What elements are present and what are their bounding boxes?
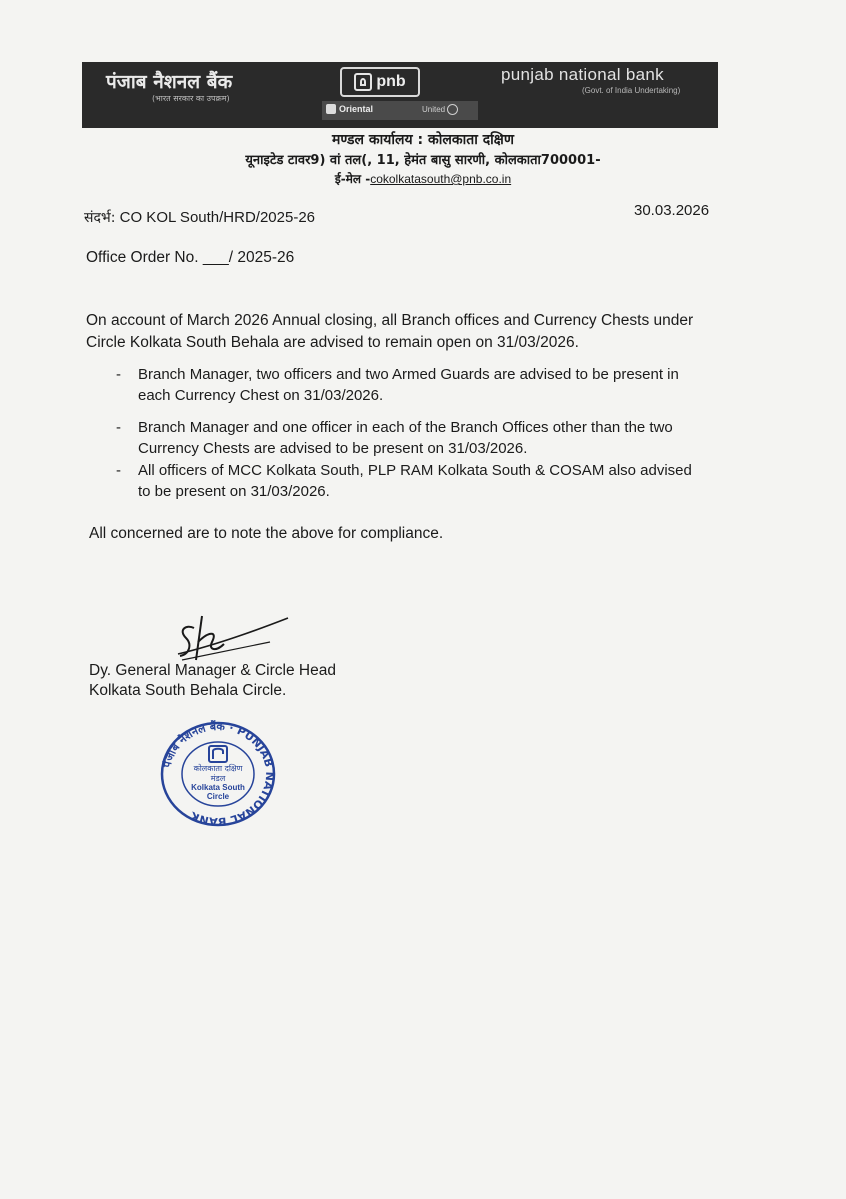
body-paragraph xyxy=(86,310,693,354)
bullet-line: each Currency Chest on 31/03/2026. xyxy=(138,387,384,404)
office-order-number: Office Order No. ___/ 2025-26 xyxy=(86,249,295,266)
stamp-text: Circle xyxy=(206,792,230,801)
bullet-line: Branch Manager and one officer in each of the Branch Offices other than the two xyxy=(138,419,673,436)
united-icon xyxy=(447,104,458,115)
office-email-line xyxy=(0,170,846,187)
closing-line: All concerned are to note the above for compliance. xyxy=(89,525,444,542)
bullet-marker: - xyxy=(116,419,121,436)
email-label: ई-मेल - xyxy=(334,172,371,186)
stamp-text: Kolkata South xyxy=(191,783,245,792)
stamp-text: कोलकाता दक्षिण xyxy=(193,764,243,773)
english-bank-name: punjab national bank xyxy=(501,65,664,84)
pnb-logo xyxy=(340,67,420,97)
oriental-icon xyxy=(326,104,336,114)
bullet-line: Branch Manager, two officers and two Armed Guards are advised to be present in xyxy=(138,366,679,383)
hindi-tagline: (भारत सरकार का उपक्रम) xyxy=(152,94,230,103)
reference-line xyxy=(84,207,315,229)
bullet-marker: - xyxy=(116,462,121,479)
pnb-logo-icon xyxy=(354,73,372,91)
stamp-text: मंडल xyxy=(210,774,226,783)
order-date: 30.03.2026 xyxy=(634,202,710,219)
reference-value: CO KOL South/HRD/2025-26 xyxy=(119,209,316,226)
bullet-line: to be present on 31/03/2026. xyxy=(138,483,330,500)
oriental-logo xyxy=(326,104,373,114)
english-tagline: (Govt. of India Undertaking) xyxy=(582,86,681,95)
reference-label: संदर्भ: xyxy=(84,210,116,226)
pnb-logo-text: pnb xyxy=(376,73,406,90)
oriental-label: Oriental xyxy=(339,104,374,114)
united-label: United xyxy=(422,105,446,114)
hindi-bank-name: पंजाब नैशनल बैंक xyxy=(106,71,233,93)
paragraph-line: Circle Kolkata South Behala are advised to remain open on 31/03/2026. xyxy=(86,334,579,351)
office-address-line1: मण्डल कार्यालय : कोलकाता दक्षिण xyxy=(332,132,514,148)
bullet-line: All officers of MCC Kolkata South, PLP RAM Kolkata South & COSAM also advised xyxy=(138,462,692,479)
svg-text:पंजाब नैशनल बैंक · PUNJAB NATI: पंजाब नैशनल बैंक · PUNJAB NATIONAL BANK xyxy=(160,719,277,829)
bullet-line: Currency Chests are advised to be present on 31/03/2026. xyxy=(138,440,528,457)
email-link[interactable]: cokolkatasouth@pnb.co.in xyxy=(370,172,512,186)
signatory-circle: Kolkata South Behala Circle. xyxy=(89,682,287,699)
handwritten-signature xyxy=(172,608,292,668)
letterhead-banner xyxy=(82,62,718,128)
united-logo xyxy=(422,104,458,115)
merged-banks-strip xyxy=(322,101,478,120)
bullet-marker: - xyxy=(116,366,121,383)
paragraph-line: On account of March 2026 Annual closing, all Branch offices and Currency Chests under xyxy=(86,312,694,329)
signatory-designation: Dy. General Manager & Circle Head xyxy=(89,662,336,679)
office-address-line2: यूनाइटेड टावर9) वां तल(, 11, हेमंत बासु सारणी, कोलकाता700001- xyxy=(245,153,601,168)
bank-seal-stamp xyxy=(156,718,280,830)
